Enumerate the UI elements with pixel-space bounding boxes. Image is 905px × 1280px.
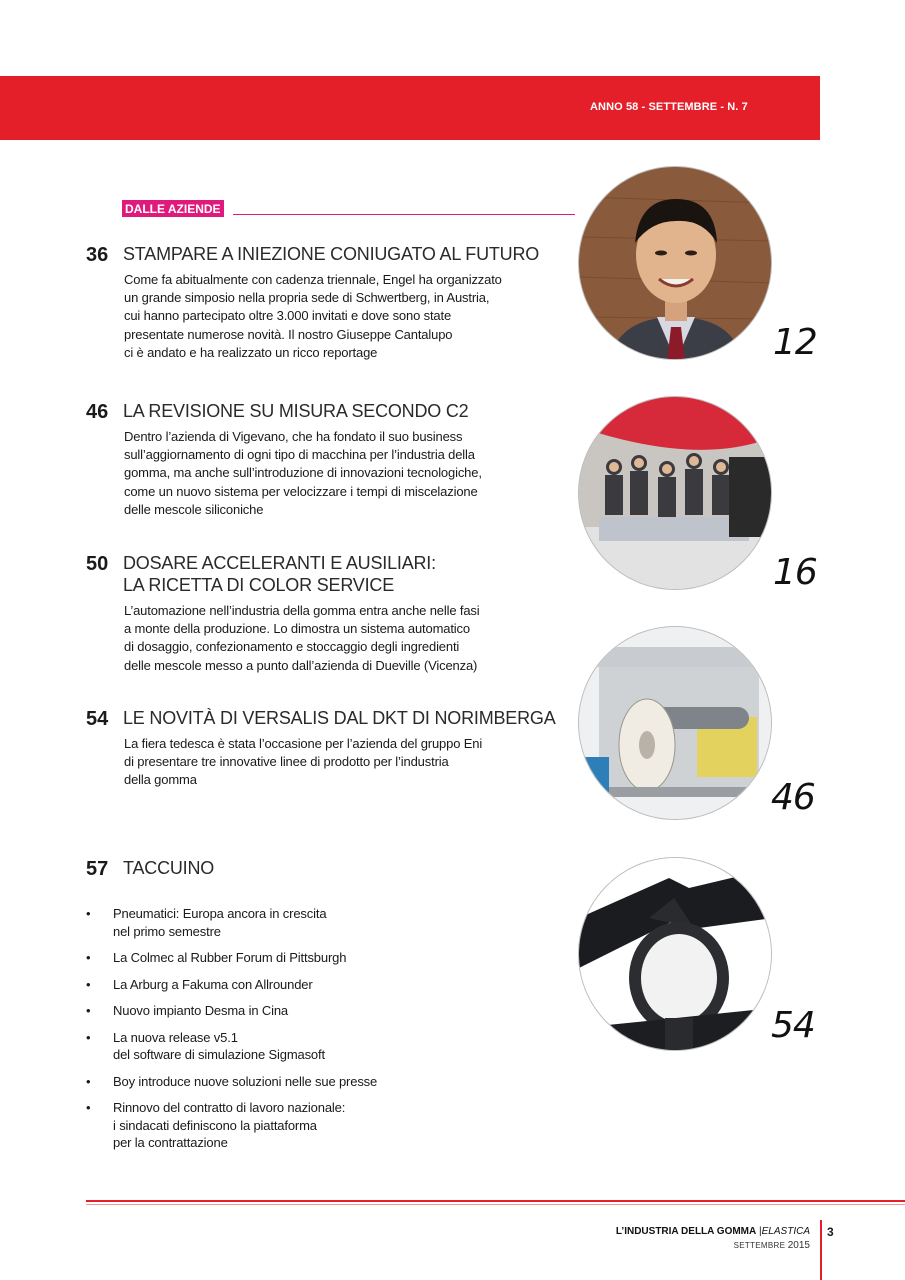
section-rule: [233, 214, 575, 215]
article-description: Come fa abitualmente con cadenza triennale, Engel ha organizzato un grande simposio nella propria sede di Schwertberg, in Austria, cui hanno partecipato oltre 3.000 invitati e dove sono state presentate numerose novità. Il nostro Giuseppe Cantalupo ci è andato e ha realizzato un ricco reportage: [124, 272, 502, 360]
photo-page-number: 16: [773, 552, 817, 593]
list-item-text: Nuovo impianto Desma in Cina: [113, 1003, 288, 1018]
footer-month: SETTEMBRE: [733, 1241, 786, 1250]
list-item: [86, 1029, 486, 1064]
list-item: [86, 1002, 486, 1020]
issue-label: ANNO 58 - SETTEMBRE - N. 7: [590, 101, 748, 113]
portrait-photo: [578, 166, 772, 360]
rubber-profile-photo: [578, 857, 772, 1051]
footer-year: 2015: [787, 1240, 810, 1251]
article-page-number: 50: [86, 553, 109, 575]
magazine-name: L’INDUSTRIA DELLA GOMMA: [615, 1226, 757, 1237]
list-item-text: La Arburg a Fakuma con Allrounder: [113, 976, 313, 992]
article-36[interactable]: [86, 243, 556, 362]
bullet: •: [86, 976, 91, 992]
article-title[interactable]: STAMPARE A INIEZIONE CONIUGATO AL FUTURO: [123, 244, 540, 264]
bullet: •: [86, 906, 91, 921]
article-page-number: 46: [86, 401, 109, 423]
photo-page-number: 54: [771, 1005, 815, 1046]
article-description: Dentro l’azienda di Vigevano, che ha fondato il suo business sull’aggiornamento di ogni tipo di macchina per l’industria della gomma, ma anche sull’introduzione di innovazioni tecnologiche, come un nuovo sistema per velocizzare i tempi di miscelazione delle mescole siliconiche: [124, 429, 482, 517]
exhibition-photo: [578, 396, 772, 590]
list-item-text: La Colmec al Rubber Forum di Pittsburgh: [113, 950, 347, 965]
bullet: •: [86, 1100, 91, 1115]
article-46[interactable]: [86, 400, 556, 519]
list-item-text: Pneumatici: Europa ancora in crescita nel primo semestre: [113, 906, 327, 939]
article-title[interactable]: LA REVISIONE SU MISURA SECONDO C2: [123, 401, 469, 421]
article-50[interactable]: [86, 552, 556, 675]
section-tag: DALLE AZIENDE: [122, 200, 224, 217]
photo-page-number: 46: [771, 777, 815, 818]
article-description: L’automazione nell’industria della gomma entra anche nelle fasi a monte della produzione. Lo dimostra un sistema automatico di dosaggio, confezionamento e stoccaggio degli ingredienti delle mescole messo a punto dall’azienda di Dueville (Vicenza): [124, 603, 480, 673]
list-item: [86, 1099, 486, 1152]
article-description: La fiera tedesca è stata l’occasione per l’azienda del gruppo Eni di presentare tre innovative linee di prodotto per l’industria della gomma: [124, 736, 483, 788]
list-item: [86, 905, 486, 940]
separator: |: [759, 1226, 762, 1237]
article-page-number: 36: [86, 244, 109, 266]
footer-magazine: [616, 1226, 810, 1237]
footer-date: [734, 1240, 810, 1251]
article-title[interactable]: DOSARE ACCELERANTI E AUSILIARI: LA RICETTA DI COLOR SERVICE: [123, 553, 436, 595]
list-item: [86, 949, 486, 967]
bullet: •: [86, 950, 91, 965]
article-title[interactable]: LE NOVITÀ DI VERSALIS DAL DKT DI NORIMBERGA: [123, 708, 556, 728]
list-item: [86, 976, 486, 994]
bullet: •: [86, 1029, 91, 1045]
page-number: 3: [827, 1225, 834, 1239]
list-item-text: Rinnovo del contratto di lavoro nazionale: i sindacati definiscono la piattaforma per la contrattazione: [113, 1100, 346, 1150]
article-54[interactable]: [86, 707, 556, 790]
bullet: •: [86, 1003, 91, 1018]
article-title[interactable]: TACCUINO: [123, 858, 215, 878]
bullet: •: [86, 1073, 91, 1089]
article-page-number: 57: [86, 858, 109, 880]
footer-vertical-rule: [820, 1220, 822, 1280]
article-page-number: 54: [86, 708, 109, 730]
list-item-text: Boy introduce nuove soluzioni nelle sue presse: [113, 1073, 378, 1089]
footer-rule-thin: [86, 1204, 905, 1205]
footer-rule: [86, 1200, 905, 1202]
article-57[interactable]: [86, 857, 556, 879]
list-item: [86, 1073, 486, 1091]
machine-photo: [578, 626, 772, 820]
taccuino-list: [86, 905, 486, 1161]
magazine-subtitle: ELASTICA: [761, 1226, 810, 1237]
list-item-text: La nuova release v5.1 del software di simulazione Sigmasoft: [113, 1029, 325, 1062]
photo-page-number: 12: [773, 322, 817, 363]
